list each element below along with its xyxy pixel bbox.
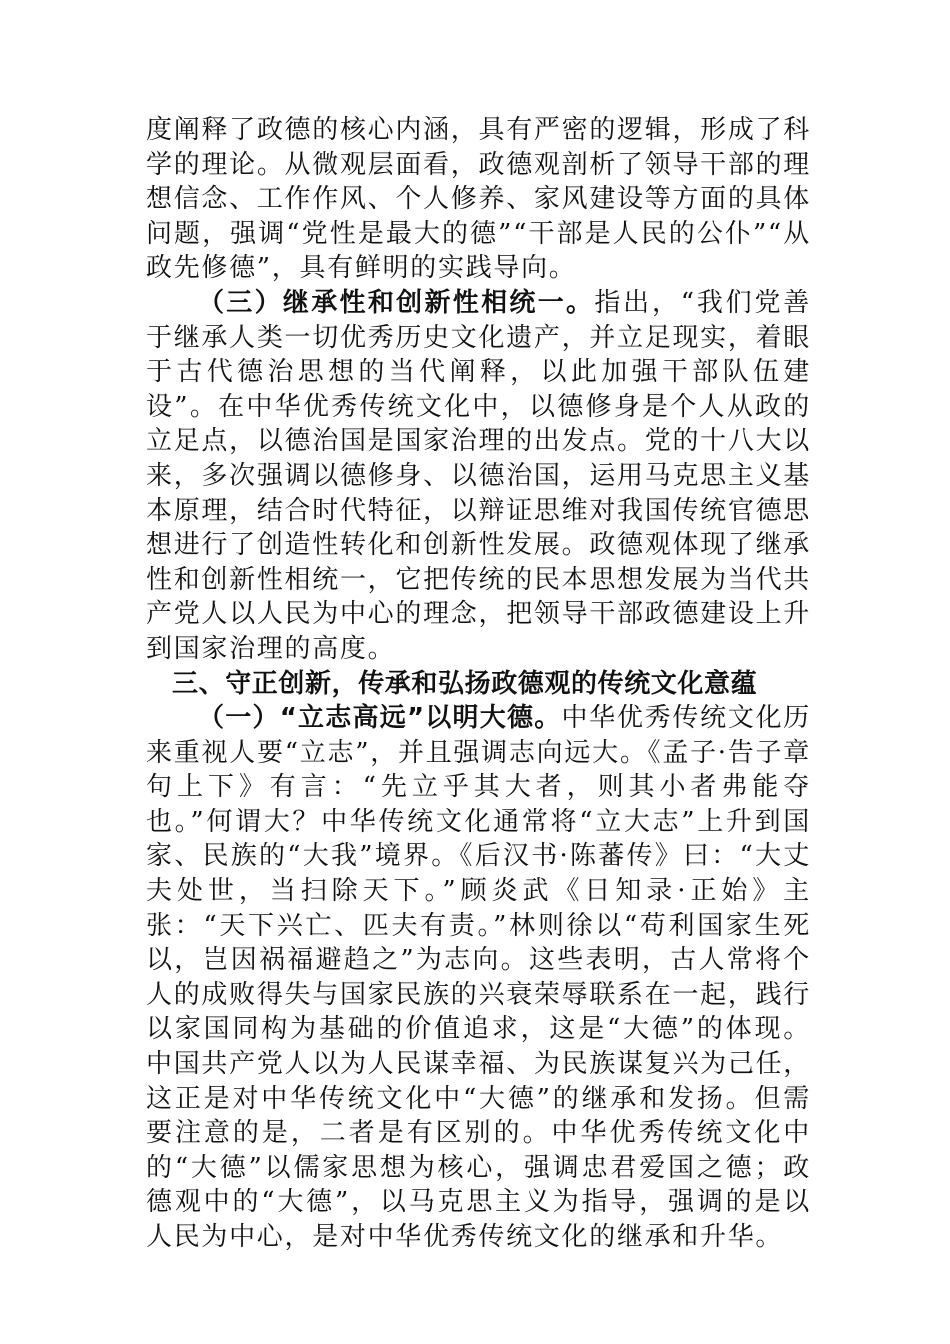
paragraph-inheritance-innovation: [146, 286, 811, 667]
paragraph-theory-practice: 度阐释了政德的核心内涵，具有严密的逻辑，形成了科学的理论。从微观层面看，政德观剖析了领导干部的理想信念、工作作风、个人修养、家风建设等方面的具体问题，强调“党性是最大的德”“干部是人民的公仆”“从政先修德”，具有鲜明的实践导向。: [146, 115, 811, 284]
paragraph-body: 指出，“我们党善于继承人类一切优秀历史文化遗产，并立足现实，着眼于古代德治思想的当代阐释，以此加强干部队伍建设”。在中华优秀传统文化中，以德修身是个人从政的立足点，以德治国是国家治理的出发点。党的十八大以来，多次强调以德修身、以德治国，运用马克思主义基本原理，结合时代特征，以辩证思维对我国传统官德思想进行了创造性转化和创新性发展。政德观体现了继承性和创新性相统一，它把传统的民本思想发展为当代共产党人以人民为中心的理念，把领导干部政德建设上升到国家治理的高度。: [146, 287, 811, 664]
section-subheading: （一）“立志高远”以明大德。: [198, 703, 562, 734]
document-page: [146, 113, 811, 1255]
paragraph-body: 中华优秀传统文化历来重视人要“立志”，并且强调志向远大。《孟子·告子章句上下》有言：“先立乎其大者，则其小者弗能夺也。”何谓大？中华传统文化通常将“立大志”上升到国家、民族的“大我”境界。《后汉书·陈蕃传》曰：“大丈夫处世，当扫除天下。”顾炎武《日知录·正始》主张：“天下兴亡、匹夫有责。”林则徐以“苟利国家生死以，岂因祸福避趋之”为志向。这些表明，古人常将个人的成败得失与国家民族的兴衰荣辱联系在一起，践行以家国同构为基础的价值追求，这是“大德”的体现。中国共产党人以为人民谋幸福、为民族谋复兴为己任，这正是对中华传统文化中“大德”的继承和发扬。但需要注意的是，二者是有区别的。中华优秀传统文化中的“大德”以儒家思想为核心，强调忠君爱国之德；政德观中的“大德”，以马克思主义为指导，强调的是以人民为中心，是对中华优秀传统文化的继承和升华。: [146, 703, 811, 1252]
paragraph-lofty-aspiration: [146, 701, 811, 1255]
section-subheading: （三）继承性和创新性相统一。: [198, 287, 595, 318]
section-heading: 三、守正创新，传承和弘扬政德观的传统文化意蕴: [172, 668, 758, 699]
